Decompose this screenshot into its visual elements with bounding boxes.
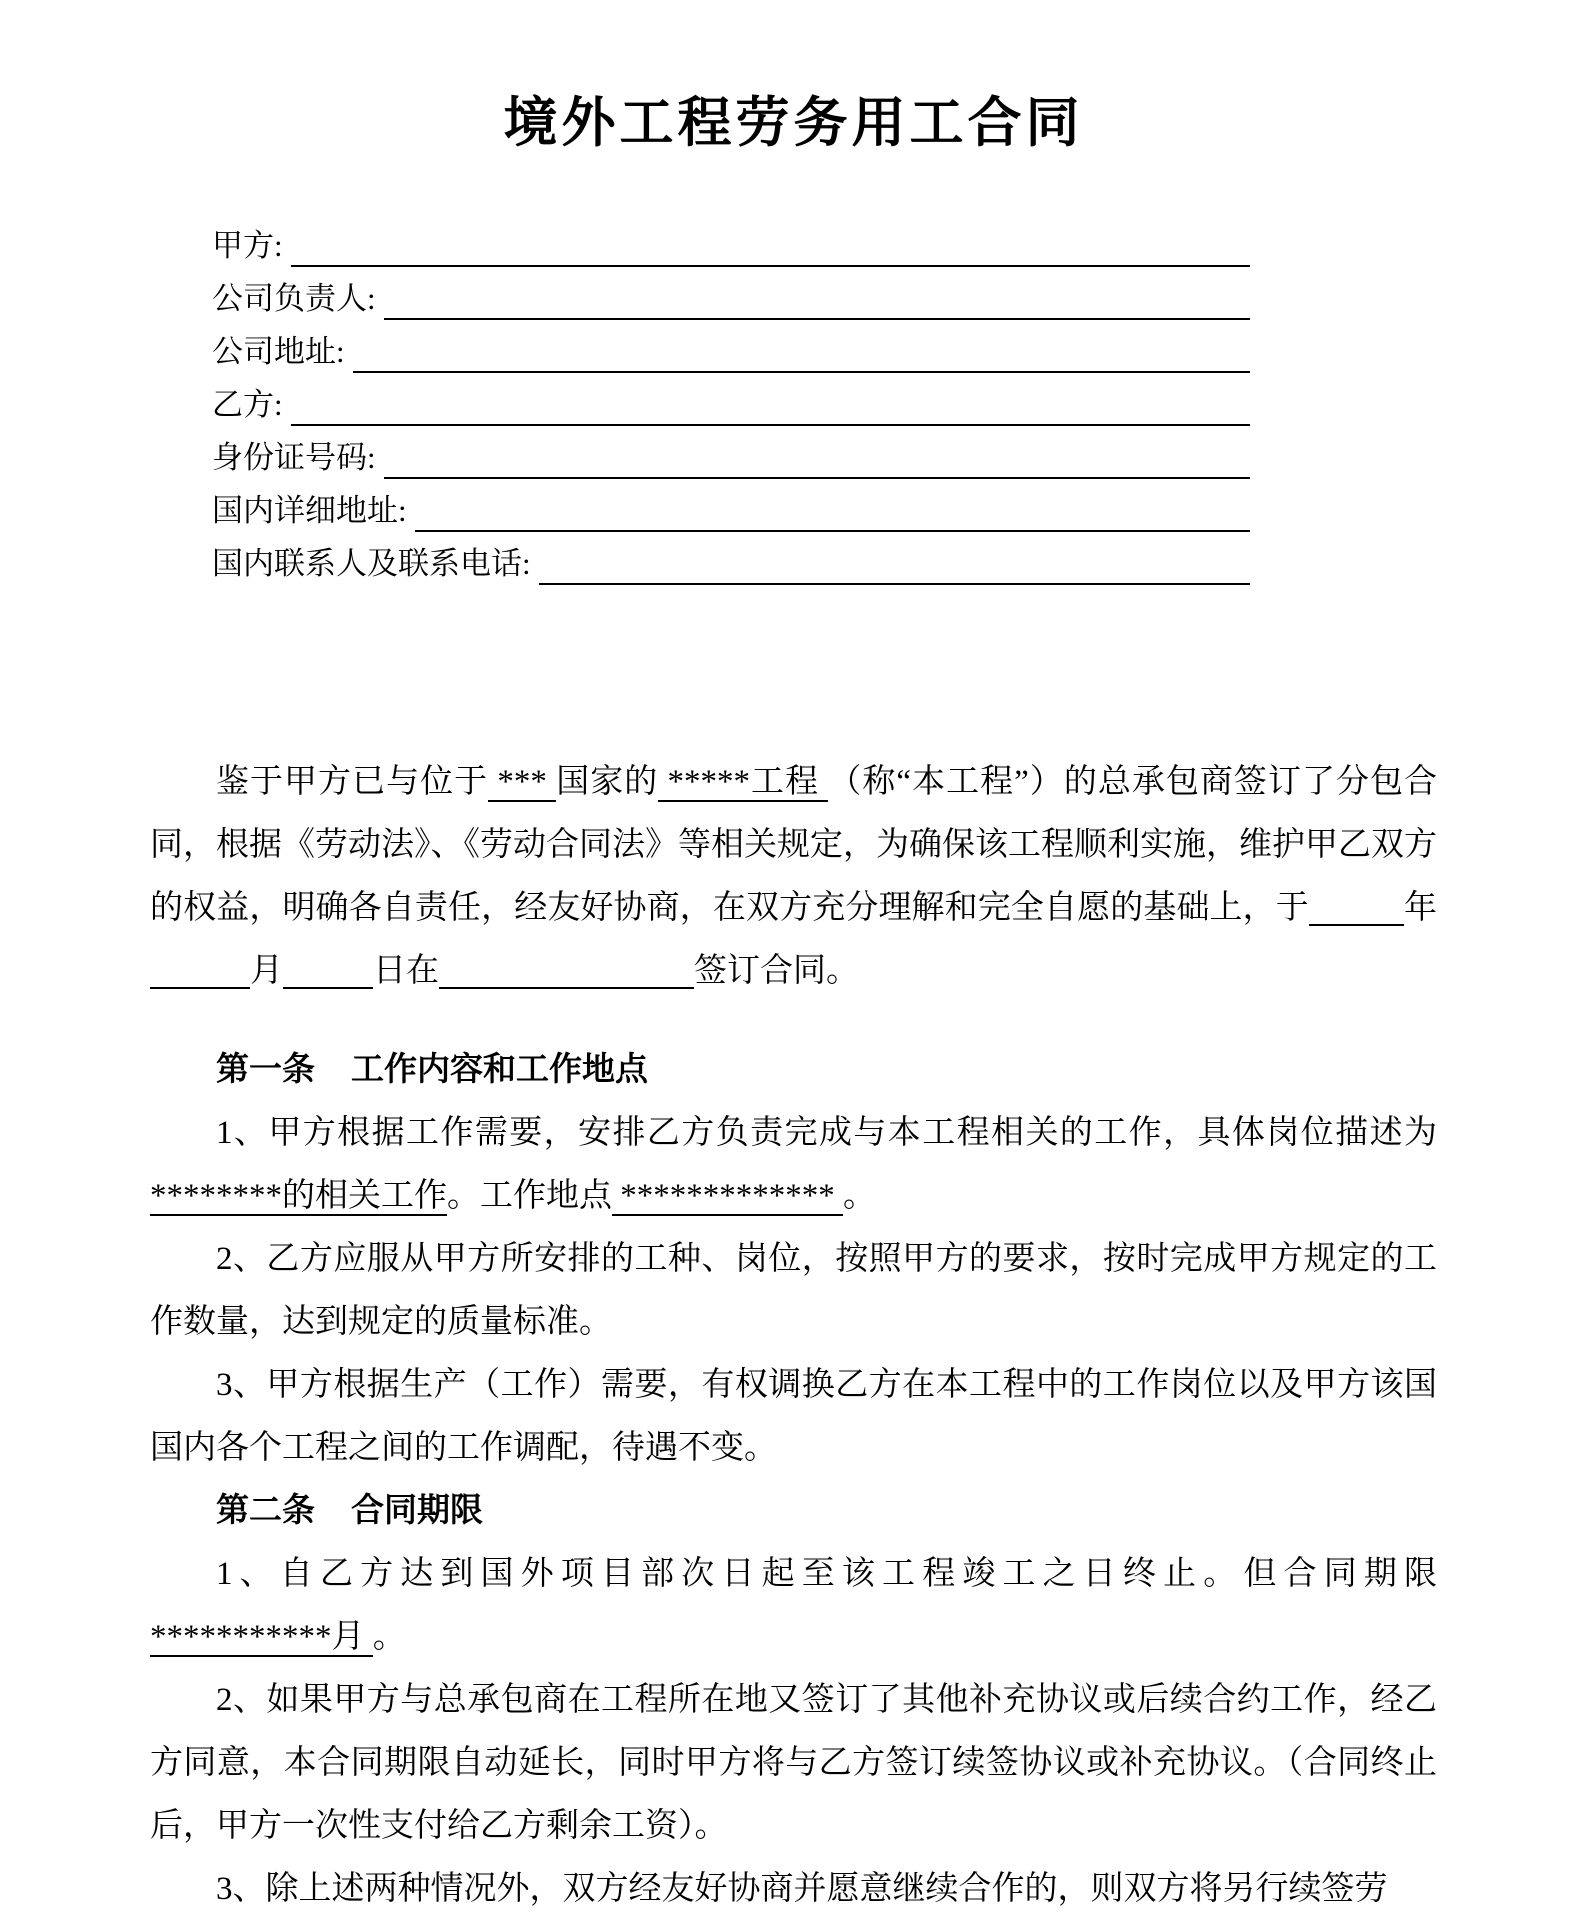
contract-paragraph: [150, 1543, 1437, 1606]
section-title: 工作内容和工作地点: [351, 1052, 648, 1088]
text-segment: 年: [1403, 890, 1438, 926]
field-underline: [539, 575, 1250, 585]
field-underline: [353, 363, 1250, 373]
underlined-fill-value: *************: [612, 1178, 843, 1214]
underlined-fill-value: *****工程: [658, 764, 829, 800]
blank-underline: [283, 975, 373, 989]
contract-body: [150, 751, 1437, 1921]
contract-paragraph: [150, 1354, 1437, 1480]
text-segment: 。: [843, 1178, 876, 1214]
text-segment: 。工作地点: [447, 1178, 612, 1214]
contract-paragraph: [150, 1102, 1437, 1228]
field-underline: [384, 469, 1250, 479]
underlined-fill-value: ***********月: [150, 1619, 373, 1655]
text-segment: 3、甲方根据生产（工作）需要，有权调换乙方在本工程中的工作岗位以及甲方该国国内各个工程之间的工作调配，待遇不变。: [150, 1367, 1437, 1466]
section-heading: [150, 1480, 1437, 1543]
text-segment: 月: [250, 953, 283, 989]
section-heading: [150, 1039, 1437, 1102]
contract-paragraph: [150, 1228, 1437, 1354]
intro-paragraph: [150, 751, 1437, 1003]
field-underline: [291, 257, 1250, 267]
form-field-row: [212, 267, 1250, 320]
underlined-fill-value: ********的相关工作: [150, 1178, 447, 1214]
text-segment: 3、除上述两种情况外，双方经友好协商并愿意继续合作的，则双方将另行续签劳: [216, 1871, 1388, 1907]
field-underline: [291, 416, 1250, 426]
text-segment: 1、甲方根据工作需要，安排乙方负责完成与本工程相关的工作，具体岗位描述为: [216, 1115, 1437, 1151]
field-underline: [415, 522, 1250, 532]
blank-underline: [439, 975, 694, 989]
text-segment: 2、乙方应服从甲方所安排的工种、岗位，按照甲方的要求，按时完成甲方规定的工作数量，达到规定的质量标准。: [150, 1241, 1437, 1340]
form-field-row: [212, 479, 1250, 532]
form-field-row: [212, 214, 1250, 267]
field-label: 公司地址:: [212, 334, 345, 369]
section-title: 合同期限: [351, 1493, 483, 1529]
text-segment: 日在: [373, 953, 439, 989]
field-label: 国内联系人及联系电话:: [212, 546, 531, 581]
text-segment: 鉴于甲方已与位于: [216, 764, 489, 800]
text-segment: 。: [372, 1619, 406, 1655]
contract-paragraph: [150, 1606, 1437, 1669]
field-underline: [384, 310, 1250, 320]
field-label: 甲方:: [212, 228, 283, 263]
text-segment: 1、自乙方达到国外项目部次日起至该工程竣工之日终止。但合同期限: [216, 1556, 1437, 1592]
section-number: 第二条: [216, 1493, 315, 1529]
form-field-row: [212, 426, 1250, 479]
text-segment: （称“本工程”）的总承包商签订了分包合同，根据《劳动法》、《劳动合同法》等相关规定，为确保该工程顺利实施，维护甲乙双方的权益，明确各自责任，经友好协商，在双方充分理解和完全自愿的基础上，于: [150, 764, 1438, 926]
contract-paragraph: [150, 1858, 1437, 1921]
contract-paragraph: [150, 1669, 1437, 1858]
text-segment: 签订合同。: [694, 953, 859, 989]
section-number: 第一条: [216, 1052, 315, 1088]
page-title: 境外工程劳务用工合同: [503, 93, 1084, 153]
form-field-row: [212, 373, 1250, 426]
blank-underline: [150, 975, 250, 989]
form-field-row: [212, 532, 1250, 585]
text-segment: 国家的: [556, 764, 659, 800]
field-label: 乙方:: [212, 387, 283, 422]
text-segment: 2、如果甲方与总承包商在工程所在地又签订了其他补充协议或后续合约工作，经乙方同意，本合同期限自动延长，同时甲方将与乙方签订续签协议或补充协议。（合同终止后，甲方一次性支付给乙方剩余工资）。: [150, 1682, 1437, 1844]
blank-underline: [1309, 912, 1404, 926]
field-label: 国内详细地址:: [212, 493, 407, 528]
field-label: 身份证号码:: [212, 440, 376, 475]
field-label: 公司负责人:: [212, 281, 376, 316]
form-field-row: [212, 320, 1250, 373]
party-info-fields: [212, 214, 1250, 585]
underlined-fill-value: ***: [488, 764, 557, 800]
